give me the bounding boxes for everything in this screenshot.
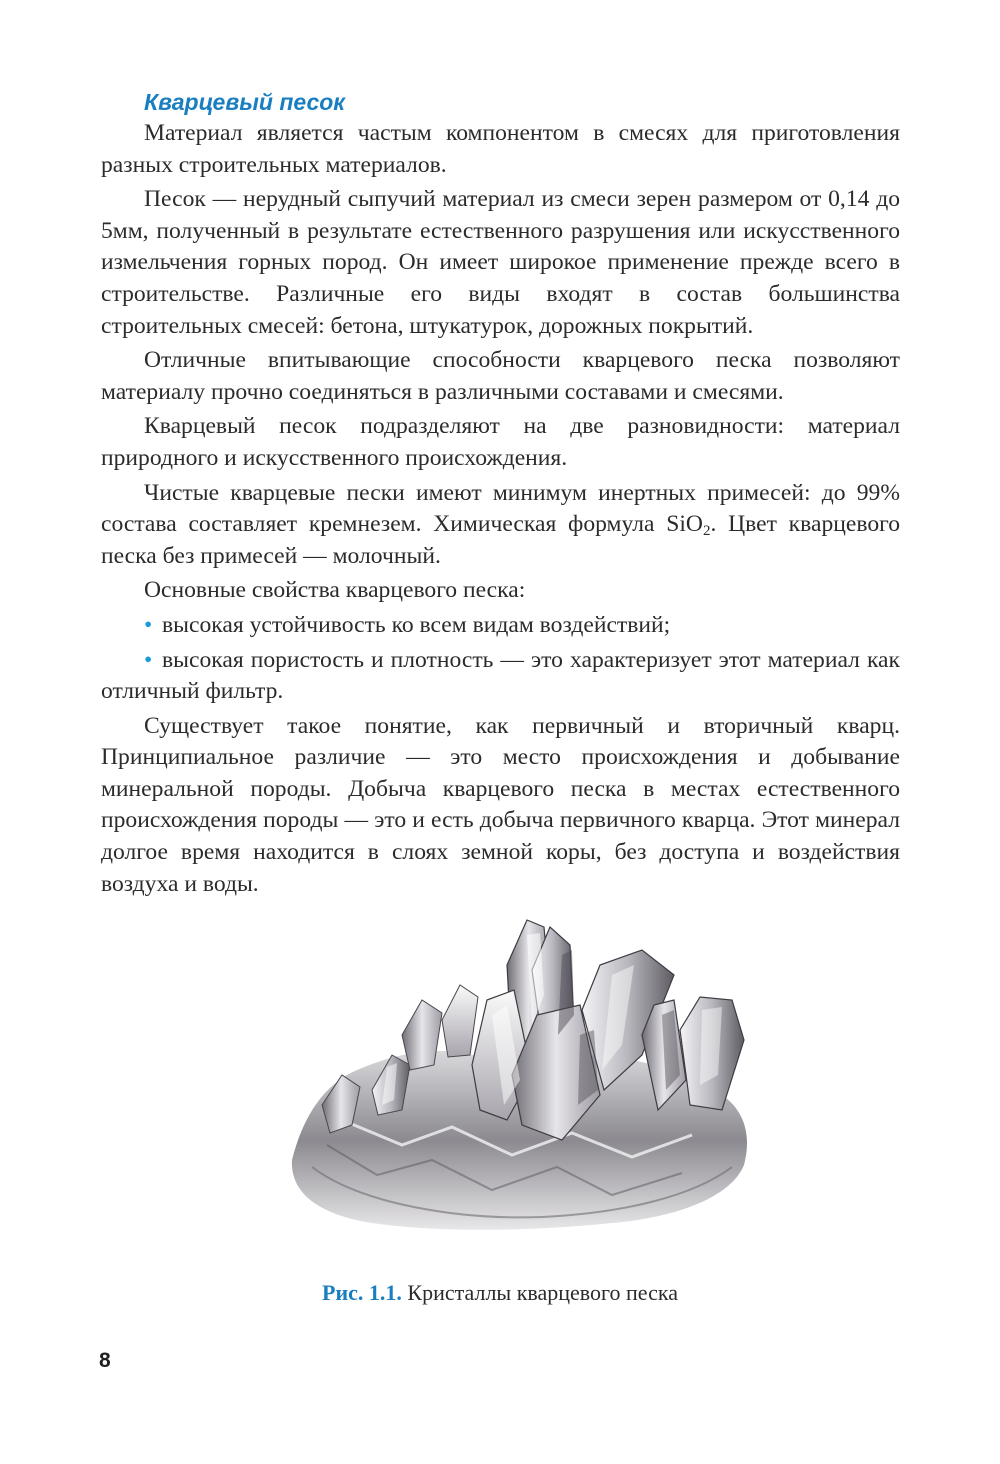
figure-caption-text: Кристаллы кварцевого песка xyxy=(407,1280,678,1305)
paragraph: Существует такое понятие, как первичный и вторичный кварц. Принципиальное различие — это место происхождения и добывание минеральной породы. Добыча кварцевого песка в местах естественного происхождения породы — это и есть добыча первичного кварца. Этот минерал долгое время находится в слоях земной коры, без доступа и воздействия воздуха и воды. xyxy=(101,712,900,897)
bullet-icon: • xyxy=(144,646,153,673)
quartz-crystal-cluster-icon xyxy=(282,905,762,1245)
figure-caption xyxy=(0,1278,1000,1308)
figure-caption-label: Рис. 1.1. xyxy=(322,1280,402,1305)
bullet-icon: • xyxy=(144,611,153,638)
paragraph: Основные свойства кварцевого песка: xyxy=(144,577,526,604)
text-block xyxy=(101,86,900,900)
bullet-text: высокая пористость и плотность — это характеризует этот материал как отличный фильтр. xyxy=(101,646,900,705)
formula-subscript: 2 xyxy=(702,523,711,540)
formula-text-before: Чистые кварцевые пески имеют минимум инертных примесей: до 99% состава составляет кремнезем. Химическая формула SiO xyxy=(101,479,900,538)
paragraph: Кварцевый песок подразделяют на две разновидности: материал природного и искусственного происхождения. xyxy=(101,413,900,471)
formula-text-after: . Цвет кварцевого песка без примесей — молочный. xyxy=(101,511,901,569)
bullet-item xyxy=(101,610,900,642)
page-number: 8 xyxy=(99,1349,111,1372)
figure-quartz-crystals xyxy=(282,905,762,1245)
bullet-text: высокая устойчивость ко всем видам воздействий; xyxy=(162,611,671,638)
paragraph: Отличные впитывающие способности кварцевого песка позволяют материалу прочно соединяться в различными составами и смесями. xyxy=(101,347,900,405)
section-heading: Кварцевый песок xyxy=(144,89,345,115)
bullet-item xyxy=(101,645,900,708)
paragraph-formula xyxy=(101,478,900,573)
paragraph: Песок — нерудный сыпучий материал из смеси зерен размером от 0,14 до 5мм, полученный в результате естественного разрушения или искусственного измельчения горных пород. Он имеет широкое применение прежде всего в строительстве. Различные его виды входят в состав большинства строительных смесей: бетона, штукатурок, дорожных покрытий. xyxy=(101,186,900,339)
paragraph: Материал является частым компонентом в смесях для приготовления разных строительных материалов. xyxy=(101,120,900,178)
